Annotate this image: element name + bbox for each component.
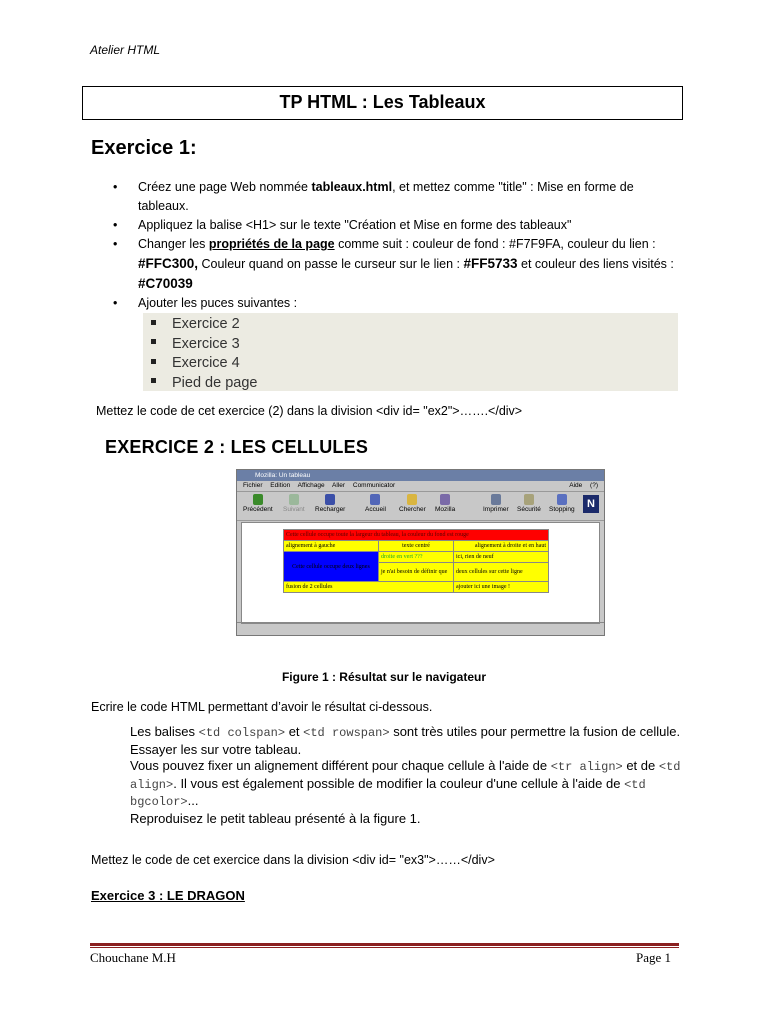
example-table [283,529,549,593]
exercise-2-heading: EXERCICE 2 : LES CELLULES [105,437,369,457]
table-cell: Cette cellule occupe deux lignes [284,552,379,582]
table-cell: fusion de 2 cellules [284,582,454,593]
table-cell: ici, rien de neuf [454,552,549,563]
reload-button: Recharger [315,494,345,513]
home-button: Accueil [365,494,386,513]
paragraph-line: Reproduisez le petit tableau présenté à la figure 1. [130,810,421,826]
square-bullet-icon [151,359,156,364]
page-title: TP HTML : Les Tableaux [82,86,683,120]
back-button: Précédent [243,494,273,513]
square-bullet-icon [151,320,156,325]
forward-icon [289,494,299,505]
mozilla-button: Mozilla [435,494,455,513]
exercise-2-paragraph [130,724,710,827]
table-cell: deux cellules sur cette ligne [454,563,549,582]
lock-icon [524,494,534,505]
table-cell: texte centré [379,541,454,552]
netscape-logo-icon: N [583,495,599,513]
exercise-1-heading: Exercice 1: [91,137,197,159]
bullet-preview-item: Exercice 3 [143,335,678,355]
print-icon [491,494,501,505]
footer-page-number: Page 1 [636,950,672,965]
table-cell: alignement à droite et en haut [454,541,549,552]
list-item: • Appliquez la balise <H1> sur le texte "Création et Mise en forme des tableaux" [110,216,680,235]
browser-menubar: Fichier Edition Affichage Aller Communicator Aide (?) [243,482,598,489]
stop-icon [557,494,567,505]
mozilla-icon [440,494,450,505]
search-icon [407,494,417,505]
header-label: Atelier HTML [90,43,161,57]
security-button: Sécurité [517,494,541,513]
table-cell: droite en vert ??? [379,552,454,563]
bullet-preview-item: Exercice 4 [143,354,678,374]
browser-statusbar [237,622,604,635]
bullet-icon: • [113,180,118,194]
bullet-preview-item: Pied de page [143,374,678,394]
back-icon [253,494,263,505]
exercise-1-code-note: Mettez le code de cet exercice (2) dans la division <div id= "ex2">…….</div> [96,404,523,418]
footer-author: Chouchane M.H [90,950,176,965]
list-item: • Ajouter les puces suivantes : [110,294,680,313]
print-button: Imprimer [483,494,509,513]
browser-screenshot [236,469,605,636]
list-item: • Changer les propriétés de la page comme suit : couleur de fond : #F7F9FA, couleur du lien : #FFC300, Couleur quand on passe le curseur sur le lien : #FF5733 et couleur des liens visités : #C70039 [113,237,674,291]
list-item: • Créez une page Web nommée tableaux.html, et mettez comme "title" : Mise en forme de tableaux. [113,180,634,213]
bullet-preview-box [143,313,678,391]
paragraph-line: Les balises <td colspan> et <td rowspan> sont très utiles pour permettre la fusion de cellule. Essayer les sur votre tableau. [130,724,681,757]
figure-caption: Figure 1 : Résultat sur le navigateur [281,670,487,684]
bullet-preview-item: Exercice 2 [143,315,678,335]
table-cell: ajouter ici une image ! [454,582,549,593]
browser-content [241,522,600,624]
stop-button: Stopping [549,494,575,513]
browser-titlebar: Mozilla: Un tableau [237,470,604,481]
table-cell: alignement à gauche [284,541,379,552]
home-icon [370,494,380,505]
exercise-2-code-note: Mettez le code de cet exercice dans la division <div id= "ex3">……</div> [91,853,495,867]
footer-divider [90,943,679,946]
forward-button: Suivant [283,494,305,513]
bullet-icon: • [113,296,118,310]
square-bullet-icon [151,378,156,383]
reload-icon [325,494,335,505]
exercise-2-instruction: Ecrire le code HTML permettant d’avoir le résultat ci-dessous. [91,700,433,714]
exercise-1-list [110,178,680,313]
paragraph-line: Vous pouvez fixer un alignement différent pour chaque cellule à l'aide de <tr align> et de <td align>. Il vous est également possible de modifier la couleur d'une cellule à l'aide de <td bgcolor>... [130,758,681,809]
table-cell: je n'ai besoin de définir que [379,563,454,582]
footer-divider-thin [90,947,679,948]
square-bullet-icon [151,339,156,344]
bullet-icon: • [113,237,118,251]
search-button: Chercher [399,494,426,513]
exercise-3-heading: Exercice 3 : LE DRAGON [91,888,245,903]
browser-toolbar [237,491,604,521]
bullet-icon: • [113,218,118,232]
table-cell: Cette cellule occupe toute la largeur du tableau, la couleur du fond est rouge [284,530,549,541]
